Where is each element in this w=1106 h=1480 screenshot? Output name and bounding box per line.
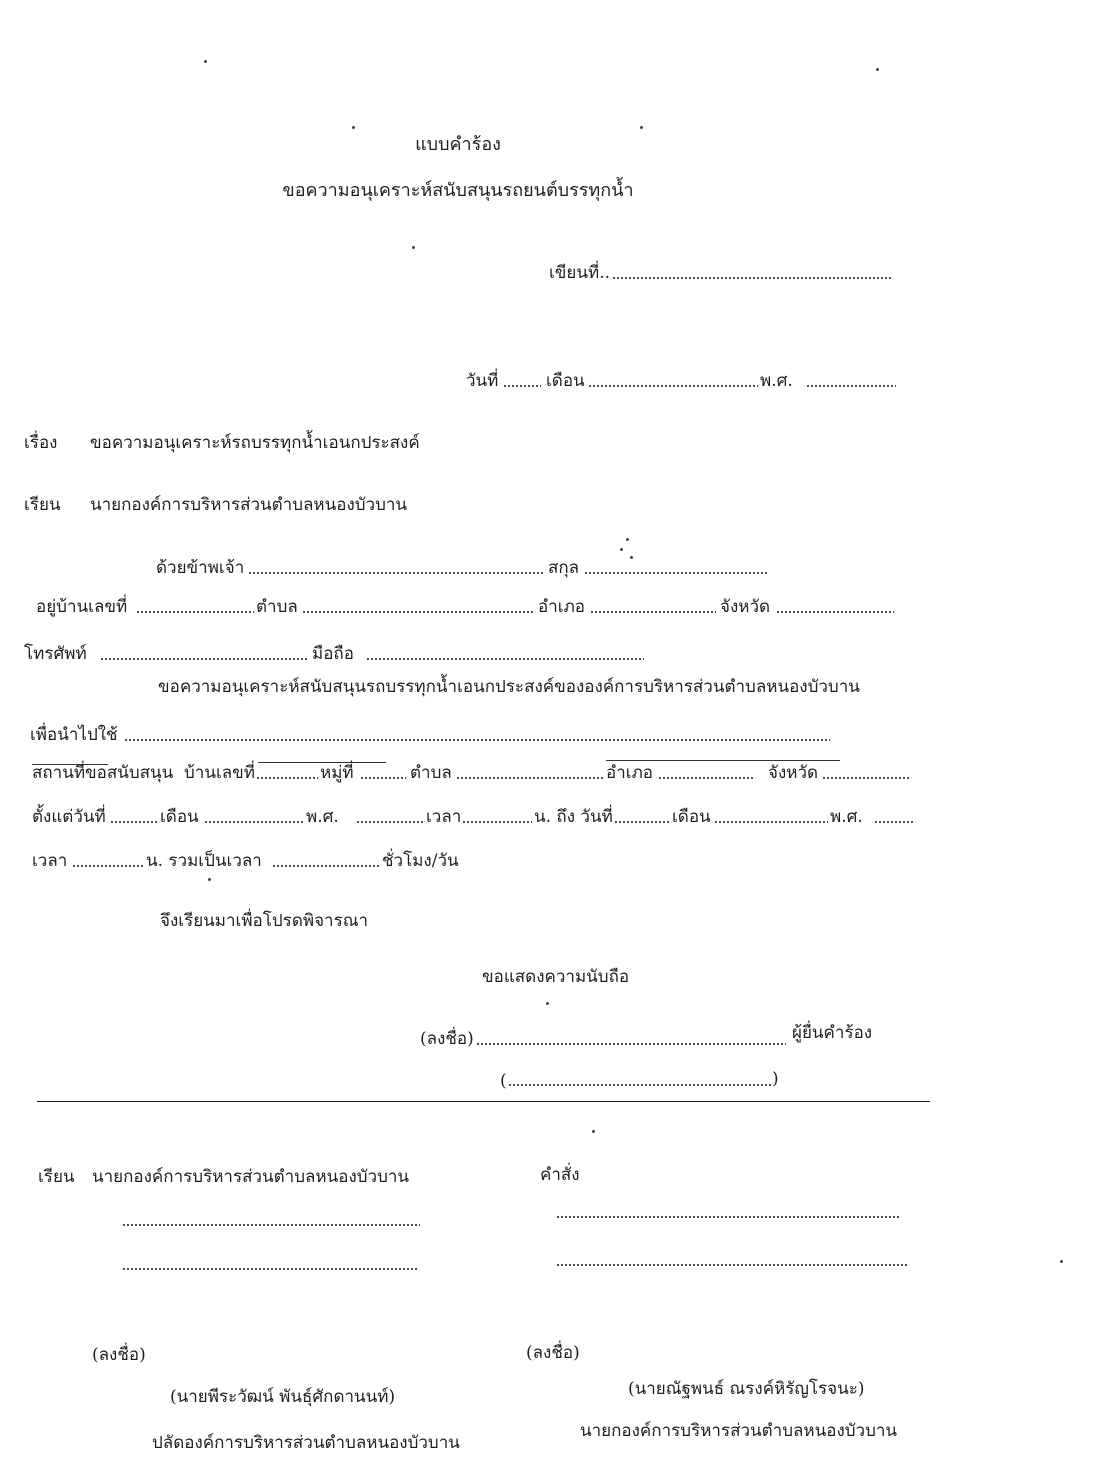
place-house-label: บ้านเลขที่ xyxy=(184,763,256,783)
written-at-field[interactable] xyxy=(612,277,892,279)
office-note-line-2[interactable] xyxy=(122,1268,418,1270)
from-year-field[interactable] xyxy=(356,821,424,823)
scan-speck xyxy=(352,126,355,129)
scan-speck xyxy=(1060,1260,1063,1263)
to-text: นายกองค์การบริหารส่วนตำบลหนองบัวบาน xyxy=(90,495,408,515)
moo-field[interactable] xyxy=(360,777,406,779)
scan-speck xyxy=(592,1130,595,1133)
from-day-field[interactable] xyxy=(110,821,158,823)
office-note-line-1[interactable] xyxy=(122,1224,420,1226)
district-field[interactable] xyxy=(590,611,716,613)
to-day-field[interactable] xyxy=(614,821,670,823)
form-title: แบบคำร้อง xyxy=(415,134,501,155)
to-time-label: เวลา xyxy=(32,851,68,871)
to-label: เรียน xyxy=(24,495,61,515)
from-time-label: เวลา xyxy=(426,807,462,827)
subject-text: ขอความอนุเคราะห์รถบรรทุกน้ำเอนกประสงค์ xyxy=(90,433,420,453)
from-year-label: พ.ศ. xyxy=(306,807,339,827)
date-month-field[interactable] xyxy=(588,385,758,387)
phone-label: โทรศัพท์ xyxy=(24,644,87,664)
scan-speck xyxy=(630,556,633,559)
left-signer-name: (นายพีระวัฒน์ พันธุ์ศักดานนท์) xyxy=(170,1387,396,1407)
applicant-name-field[interactable] xyxy=(508,1084,772,1086)
purpose-field[interactable] xyxy=(124,739,830,741)
place-subdistrict-label: ตำบล xyxy=(410,763,452,783)
to-month-label: เดือน xyxy=(672,807,711,827)
scan-speck xyxy=(640,126,643,129)
surname-label: สกุล xyxy=(548,558,580,578)
to-year-label: พ.ศ. xyxy=(830,807,863,827)
district-label: อำเภอ xyxy=(538,597,585,617)
place-province-label: จังหวัด xyxy=(768,763,819,783)
scan-speck xyxy=(208,878,211,881)
house-no-field[interactable] xyxy=(136,611,254,613)
to-month-field[interactable] xyxy=(714,821,828,823)
month-label: เดือน xyxy=(546,371,585,391)
request-text: ขอความอนุเคราะห์สนับสนุนรถบรรทุกน้ำเอนกประสงค์ขององค์การบริหารส่วนตำบลหนองบัวบาน xyxy=(158,677,860,697)
office-to-label: เรียน xyxy=(38,1167,75,1187)
closing-text: จึงเรียนมาเพื่อโปรดพิจารณา xyxy=(160,911,369,931)
hours-per-day-label: ชั่วโมง/วัน xyxy=(382,851,459,871)
order-label: คำสั่ง xyxy=(540,1165,580,1185)
office-to-text: นายกองค์การบริหารส่วนตำบลหนองบัวบาน xyxy=(92,1167,410,1187)
form-subtitle: ขอความอนุเคราะห์สนับสนุนรถยนต์บรรทุกน้ำ xyxy=(282,180,634,201)
province-label: จังหวัด xyxy=(720,597,771,617)
left-sign-label: (ลงชื่อ) xyxy=(92,1345,146,1365)
scan-speck xyxy=(412,246,415,249)
order-line-1[interactable] xyxy=(556,1216,900,1218)
scan-speck xyxy=(876,68,879,71)
from-month-field[interactable] xyxy=(204,821,304,823)
order-line-2[interactable] xyxy=(556,1264,908,1266)
applicant-sign-label: (ลงชื่อ) xyxy=(420,1029,474,1049)
moo-label: หมู่ที่ xyxy=(320,763,354,783)
mobile-field[interactable] xyxy=(366,658,644,660)
house-no-label: อยู่บ้านเลขที่ xyxy=(36,597,128,617)
total-label: น. รวมเป็นเวลา xyxy=(146,851,262,871)
place-district-label: อำเภอ xyxy=(606,763,653,783)
subdistrict-label: ตำบล xyxy=(256,597,298,617)
place-subdistrict-field[interactable] xyxy=(456,777,604,779)
i-label: ด้วยข้าพเจ้า xyxy=(156,558,245,578)
regards-text: ขอแสดงความนับถือ xyxy=(482,967,630,987)
from-month-label: เดือน xyxy=(160,807,199,827)
right-sign-label: (ลงชื่อ) xyxy=(526,1343,580,1363)
hour-to-label: น. ถึง วันที่ xyxy=(534,807,613,827)
applicant-label: ผู้ยื่นคำร้อง xyxy=(792,1023,873,1043)
to-year-field[interactable] xyxy=(874,821,914,823)
subdistrict-field[interactable] xyxy=(302,611,534,613)
year-label: พ.ศ. xyxy=(760,371,793,391)
scan-speck xyxy=(546,1002,549,1005)
place-province-field[interactable] xyxy=(822,777,910,779)
right-signer-name: (นายณัฐพนธ์ ณรงค์หิรัญโรจนะ) xyxy=(628,1379,865,1399)
date-year-field[interactable] xyxy=(806,385,896,387)
place-house-field[interactable] xyxy=(256,777,318,779)
total-hours-field[interactable] xyxy=(272,865,380,867)
province-field[interactable] xyxy=(776,611,894,613)
purpose-label: เพื่อนำไปใช้ xyxy=(30,725,118,745)
paren-close: ) xyxy=(772,1069,779,1089)
from-date-label: ตั้งแต่วันที่ xyxy=(32,807,106,827)
section-divider xyxy=(37,1101,930,1102)
paren-open: ( xyxy=(500,1071,507,1091)
place-district-field[interactable] xyxy=(658,777,754,779)
mobile-label: มือถือ xyxy=(312,644,354,664)
scan-speck xyxy=(626,538,629,541)
applicant-sign-field[interactable] xyxy=(476,1043,786,1045)
from-time-field[interactable] xyxy=(462,821,532,823)
place-label: สถานที่ขอสนับสนุน xyxy=(32,763,174,783)
to-time-field[interactable] xyxy=(72,865,144,867)
written-at-label: เขียนที่.. xyxy=(549,263,611,283)
left-signer-title: ปลัดองค์การบริหารส่วนตำบลหนองบัวบาน xyxy=(152,1433,460,1453)
right-signer-title: นายกองค์การบริหารส่วนตำบลหนองบัวบาน xyxy=(580,1421,898,1441)
scan-speck xyxy=(620,548,623,551)
scan-speck xyxy=(204,60,207,63)
name-field[interactable] xyxy=(248,572,544,574)
date-day-field[interactable] xyxy=(503,385,541,387)
phone-field[interactable] xyxy=(100,658,308,660)
date-label: วันที่ xyxy=(466,371,499,391)
subject-label: เรื่อง xyxy=(24,433,58,453)
surname-field[interactable] xyxy=(584,572,768,574)
